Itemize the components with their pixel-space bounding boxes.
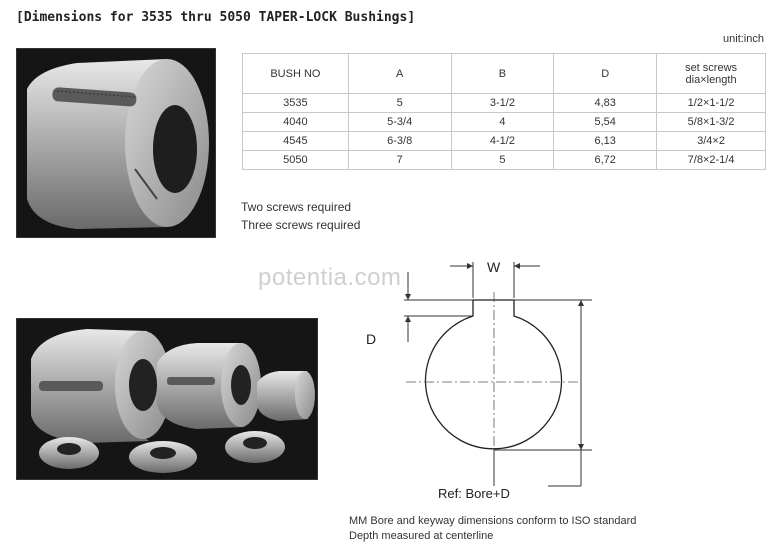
cell-a: 5-3/4 bbox=[348, 113, 451, 132]
table-row bbox=[243, 132, 766, 151]
header-a: A bbox=[348, 54, 451, 94]
header-set-screws-line1: set screws bbox=[685, 61, 738, 74]
cell-b: 5 bbox=[451, 151, 554, 170]
note-three-screws: Three screws required bbox=[241, 218, 361, 232]
cell-b: 4-1/2 bbox=[451, 132, 554, 151]
footer-depth-note: Depth measured at centerline bbox=[349, 530, 494, 542]
bore-keyway-diagram bbox=[346, 252, 646, 502]
bushing-group-icon bbox=[17, 319, 317, 479]
w-label: W bbox=[487, 259, 501, 275]
cell-d: 6,72 bbox=[554, 151, 657, 170]
cell-set-screws: 3/4×2 bbox=[657, 132, 766, 151]
cell-d: 4,83 bbox=[554, 94, 657, 113]
bushing-photo-group bbox=[16, 318, 318, 480]
table-row bbox=[243, 113, 766, 132]
cell-d: 5,54 bbox=[554, 113, 657, 132]
table-header-row bbox=[243, 54, 766, 94]
header-d: D bbox=[554, 54, 657, 94]
bushing-photo-large bbox=[16, 48, 216, 238]
footer-iso-note: MM Bore and keyway dimensions conform to ISO standard bbox=[349, 515, 637, 527]
header-b: B bbox=[451, 54, 554, 94]
cell-set-screws: 7/8×2-1/4 bbox=[657, 151, 766, 170]
page-title: [Dimensions for 3535 thru 5050 TAPER-LOCK Bushings] bbox=[16, 10, 416, 25]
cell-bush-no: 5050 bbox=[243, 151, 349, 170]
header-set-screws bbox=[657, 54, 766, 94]
cell-b: 4 bbox=[451, 113, 554, 132]
ref-bore-d-label: Ref: Bore+D bbox=[438, 486, 510, 501]
d-label: D bbox=[366, 331, 377, 347]
cell-set-screws: 5/8×1-3/2 bbox=[657, 113, 766, 132]
header-set-screws-line2: dia×length bbox=[685, 73, 737, 86]
cell-b: 3-1/2 bbox=[451, 94, 554, 113]
cell-bush-no: 4545 bbox=[243, 132, 349, 151]
cell-a: 7 bbox=[348, 151, 451, 170]
note-two-screws: Two screws required bbox=[241, 200, 352, 214]
cell-bush-no: 4040 bbox=[243, 113, 349, 132]
dimensions-table bbox=[242, 53, 766, 170]
table-row bbox=[243, 94, 766, 113]
unit-label: unit:inch bbox=[723, 33, 764, 45]
header-bush-no: BUSH NO bbox=[243, 54, 349, 94]
bushing-large-icon bbox=[17, 49, 215, 237]
cell-bush-no: 3535 bbox=[243, 94, 349, 113]
cell-d: 6,13 bbox=[554, 132, 657, 151]
cell-set-screws: 1/2×1-1/2 bbox=[657, 94, 766, 113]
table-row bbox=[243, 151, 766, 170]
cell-a: 5 bbox=[348, 94, 451, 113]
bore-outline bbox=[426, 300, 562, 449]
watermark: potentia.com bbox=[258, 264, 402, 291]
cell-a: 6-3/8 bbox=[348, 132, 451, 151]
